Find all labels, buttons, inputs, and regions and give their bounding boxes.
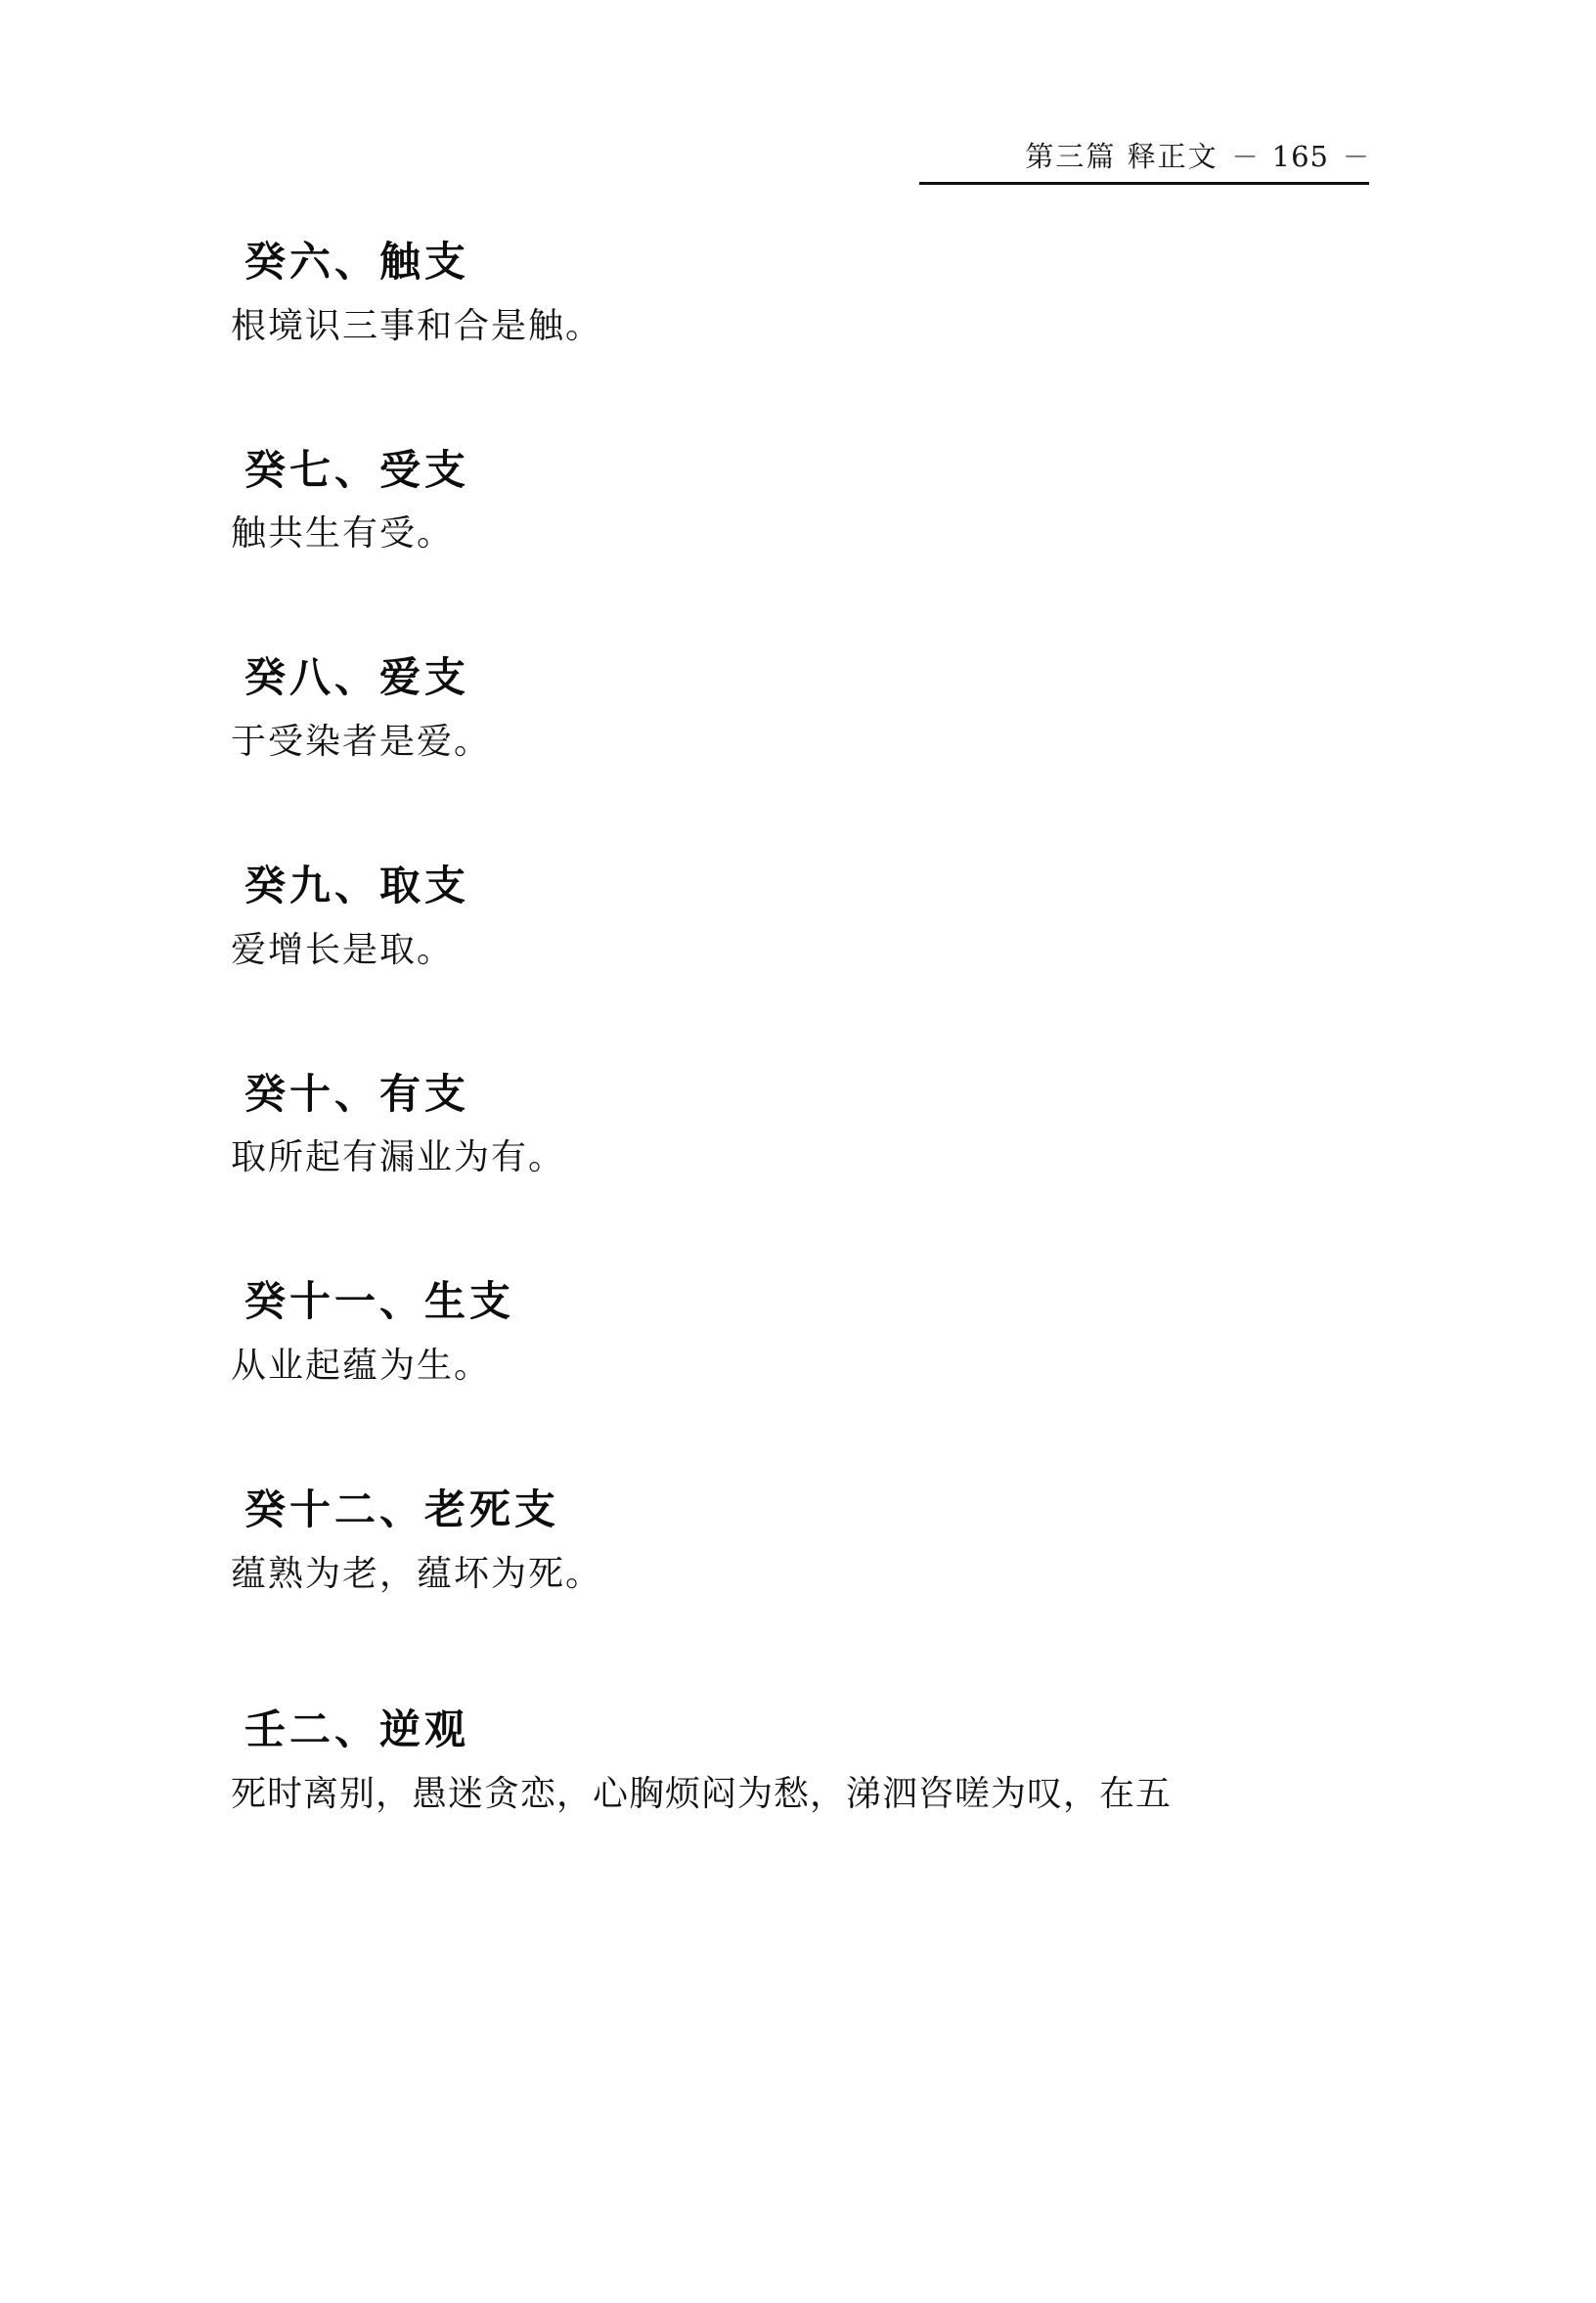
section-body: 从业起蕴为生。 (231, 1346, 492, 1387)
section-body: 根境识三事和合是触。 (231, 305, 603, 346)
section-block (231, 1483, 1385, 1601)
page-content (231, 235, 1385, 1821)
section-heading: 癸八、爱支 (244, 653, 470, 702)
section-block (231, 1703, 1385, 1821)
section-heading: 癸十二、老死支 (244, 1485, 560, 1534)
section-body: 触共生有受。 (231, 513, 455, 554)
section-block (231, 1067, 1385, 1185)
section-body: 取所起有漏业为有。 (231, 1137, 566, 1178)
section-gap (231, 1184, 1385, 1274)
section-heading: 癸十、有支 (244, 1069, 470, 1118)
header-divider (919, 182, 1369, 185)
section-body: 死时离别，愚迷贪恋，心胸烦闷为愁，涕泗咨嗟为叹，在五 (231, 1773, 1173, 1814)
section-heading: 癸六、触支 (244, 238, 470, 286)
section-block (231, 1274, 1385, 1393)
section-gap (231, 977, 1385, 1067)
running-head-title: 第三篇 释正文 (1025, 140, 1219, 173)
page-number: 165 (1271, 140, 1329, 173)
section-heading: 壬二、逆观 (244, 1705, 470, 1753)
section-block (231, 650, 1385, 769)
running-head (1025, 135, 1369, 175)
section-gap (231, 1601, 1385, 1703)
section-body: 蕴熟为老，蕴坏为死。 (231, 1553, 603, 1594)
section-block (231, 859, 1385, 977)
running-head-dash-right: － (1343, 143, 1369, 173)
section-gap (231, 1393, 1385, 1483)
section-gap (231, 560, 1385, 650)
section-heading: 癸十一、生支 (244, 1277, 515, 1326)
section-body: 爱增长是取。 (231, 929, 455, 970)
section-block (231, 235, 1385, 353)
section-heading: 癸九、取支 (244, 862, 470, 910)
section-gap (231, 353, 1385, 443)
section-block (231, 443, 1385, 561)
section-heading: 癸七、受支 (244, 445, 470, 494)
section-gap (231, 769, 1385, 859)
running-head-dash-left: － (1231, 143, 1259, 173)
section-body: 于受染者是爱。 (231, 722, 492, 763)
